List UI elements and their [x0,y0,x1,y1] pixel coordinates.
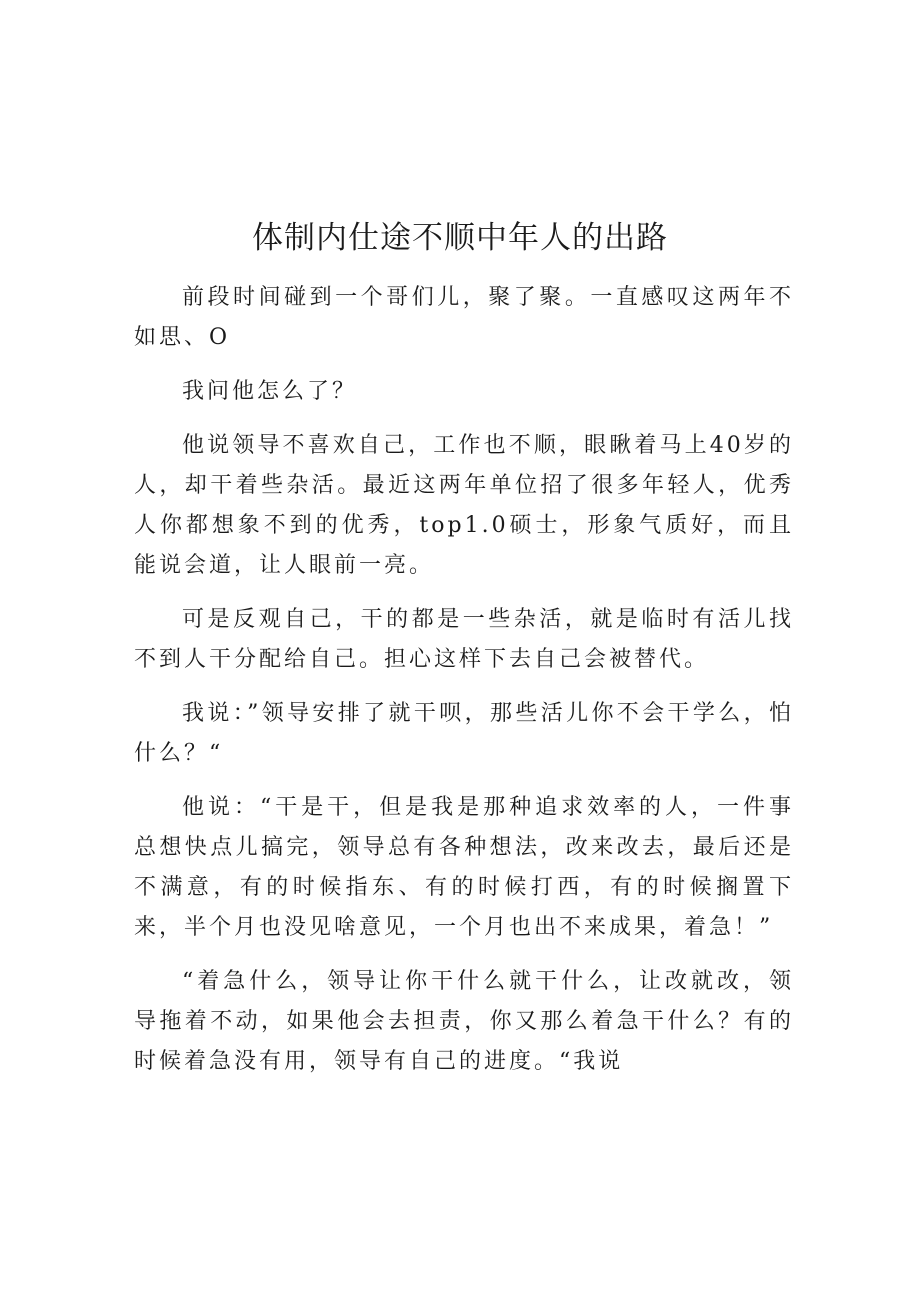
paragraph-6: 他说：“干是干，但是我是那种追求效率的人，一件事总想快点儿搞完，领导总有各种想法，改来改去，最后还是不满意，有的时候指东、有的时候打西，有的时候搁置下来，半个月也没见啥意见，一个月也出不来成果，着急！” [134,795,794,940]
paragraph-2: 我问他怎么了？ [182,379,358,404]
paragraph-1: 前段时间碰到一个哥们儿，聚了聚。一直感叹这两年不如思、O [134,285,794,350]
document-title: 体制内仕途不顺中年人的出路 [252,220,668,256]
document-body [134,278,794,1082]
paragraph-5: 我说：”领导安排了就干呗，那些活儿你不会干学么，怕什么？“ [134,701,794,766]
paragraph-7: “着急什么，领导让你干什么就干什么，让改就改，领导拖着不动，如果他会去担责，你又那么着急干什么？有的时候着急没有用，领导有自己的进度。“我说 [134,969,794,1074]
paragraph-4: 可是反观自己，干的都是一些杂活，就是临时有活儿找不到人干分配给自己。担心这样下去自己会被替代。 [134,607,794,672]
paragraph-3: 他说领导不喜欢自己，工作也不顺，眼瞅着马上40岁的人，却干着些杂活。最近这两年单位招了很多年轻人，优秀人你都想象不到的优秀，top1.0硕士，形象气质好，而且能说会道，让人眼前一亮。 [134,433,794,578]
